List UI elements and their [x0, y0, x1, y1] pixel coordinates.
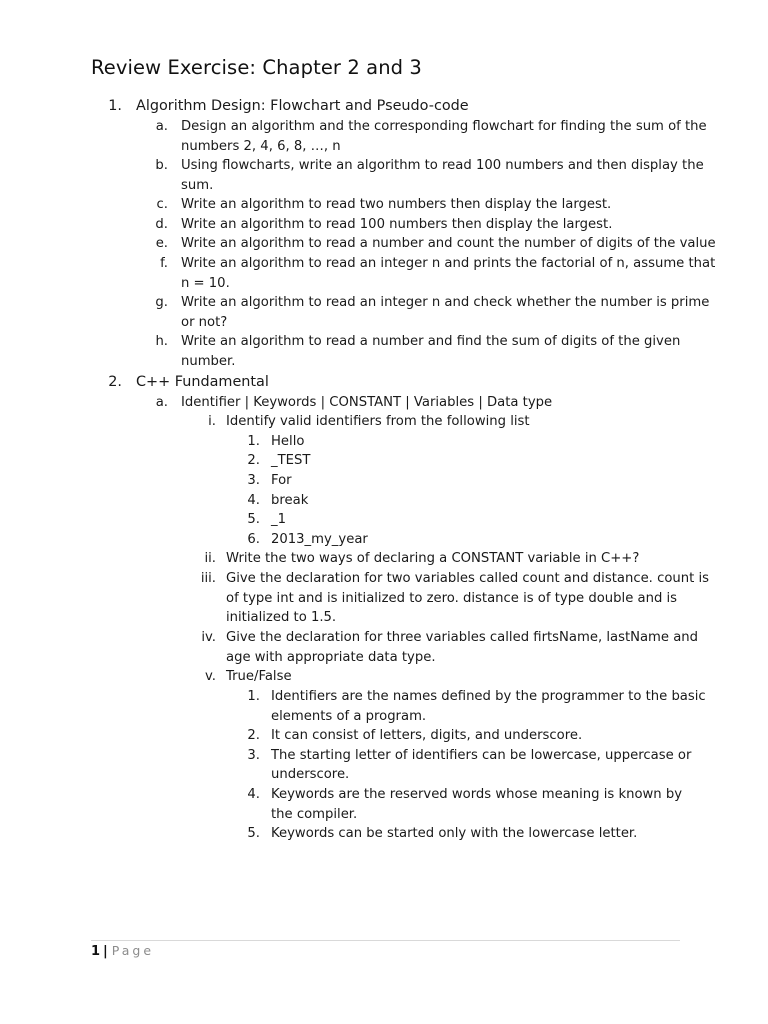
item-1h-text-cont: number.	[181, 354, 236, 369]
identifier-4-marker: 4.	[247, 493, 260, 508]
item-1b-text-cont: sum.	[181, 178, 214, 193]
tf-5-marker: 5.	[247, 826, 260, 841]
item-1g-marker: g.	[155, 295, 168, 310]
item-iii-marker: iii.	[200, 571, 216, 586]
item-1e-marker: e.	[155, 236, 168, 251]
identifier-2: _TEST	[271, 453, 311, 468]
tf-2-marker: 2.	[247, 728, 260, 743]
identifier-1: Hello	[271, 434, 305, 449]
tf-1-text: Identifiers are the names defined by the programmer to the basic	[271, 689, 706, 704]
item-1d-text: Write an algorithm to read 100 numbers then display the largest.	[181, 217, 613, 232]
item-1g-text-cont: or not?	[181, 315, 228, 330]
page-separator: |	[103, 944, 108, 959]
page-title: Review Exercise: Chapter 2 and 3	[91, 56, 422, 79]
tf-3-text-cont: underscore.	[271, 767, 350, 782]
item-1b-text: Using flowcharts, write an algorithm to read 100 numbers and then display the	[181, 158, 704, 173]
item-i-text: Identify valid identifiers from the following list	[226, 414, 530, 429]
page-footer	[91, 943, 154, 959]
item-iii-text: Give the declaration for two variables called count and distance. count is	[226, 571, 709, 586]
tf-5-text: Keywords can be started only with the lowercase letter.	[271, 826, 638, 841]
identifier-6-marker: 6.	[247, 532, 260, 547]
item-1g-text: Write an algorithm to read an integer n and check whether the number is prime	[181, 295, 710, 310]
identifier-6: 2013_my_year	[271, 532, 368, 547]
item-1e-text: Write an algorithm to read a number and count the number of digits of the value	[181, 236, 716, 251]
item-iv-marker: iv.	[201, 630, 216, 645]
identifier-1-marker: 1.	[247, 434, 260, 449]
item-1h-marker: h.	[155, 334, 168, 349]
footer-divider	[91, 940, 680, 941]
item-iv-text-cont: age with appropriate data type.	[226, 650, 436, 665]
item-2a-text: Identifier | Keywords | CONSTANT | Variables | Data type	[181, 395, 553, 410]
item-iv-text: Give the declaration for three variables called firtsName, lastName and	[226, 630, 699, 645]
tf-4-text-cont: the compiler.	[271, 807, 358, 822]
identifier-4: break	[271, 493, 309, 508]
section-2-number: 2.	[108, 374, 122, 390]
identifier-3: For	[271, 473, 292, 488]
page-word: Page	[111, 943, 155, 958]
tf-4-marker: 4.	[247, 787, 260, 802]
tf-4-text: Keywords are the reserved words whose meaning is known by	[271, 787, 683, 802]
page-number: 1	[91, 944, 101, 959]
tf-1-marker: 1.	[247, 689, 260, 704]
item-1d-marker: d.	[155, 217, 168, 232]
tf-3-marker: 3.	[247, 748, 260, 763]
section-1-number: 1.	[108, 98, 122, 114]
identifier-3-marker: 3.	[247, 473, 260, 488]
item-1f-text-cont: n = 10.	[181, 276, 230, 291]
item-1c-text: Write an algorithm to read two numbers then display the largest.	[181, 197, 612, 212]
tf-1-text-cont: elements of a program.	[271, 709, 427, 724]
item-iii-text-cont: of type int and is initialized to zero. distance is of type double and is	[226, 591, 678, 606]
tf-3-text: The starting letter of identifiers can be lowercase, uppercase or	[271, 748, 692, 763]
identifier-2-marker: 2.	[247, 453, 260, 468]
section-2-heading: C++ Fundamental	[136, 374, 269, 390]
item-iii-text-cont-2: initialized to 1.5.	[226, 610, 337, 625]
identifier-5: _1	[271, 512, 286, 527]
item-1a-text: Design an algorithm and the corresponding flowchart for finding the sum of the	[181, 119, 707, 134]
item-v-marker: v.	[205, 669, 216, 684]
item-ii-marker: ii.	[204, 551, 216, 566]
identifier-5-marker: 5.	[247, 512, 260, 527]
item-1h-text: Write an algorithm to read a number and find the sum of digits of the given	[181, 334, 681, 349]
item-v-text: True/False	[226, 669, 292, 684]
tf-2-text: It can consist of letters, digits, and underscore.	[271, 728, 583, 743]
item-ii-text: Write the two ways of declaring a CONSTANT variable in C++?	[226, 551, 640, 566]
section-1-heading: Algorithm Design: Flowchart and Pseudo-code	[136, 98, 469, 114]
item-1a-text-cont: numbers 2, 4, 6, 8, …, n	[181, 139, 341, 154]
item-1c-marker: c.	[156, 197, 168, 212]
item-1a-marker: a.	[155, 119, 168, 134]
item-1f-marker: f.	[160, 256, 168, 271]
item-i-marker: i.	[208, 414, 216, 429]
item-2a-marker: a.	[155, 395, 168, 410]
item-1b-marker: b.	[155, 158, 168, 173]
item-1f-text: Write an algorithm to read an integer n and prints the factorial of n, assume that	[181, 256, 716, 271]
